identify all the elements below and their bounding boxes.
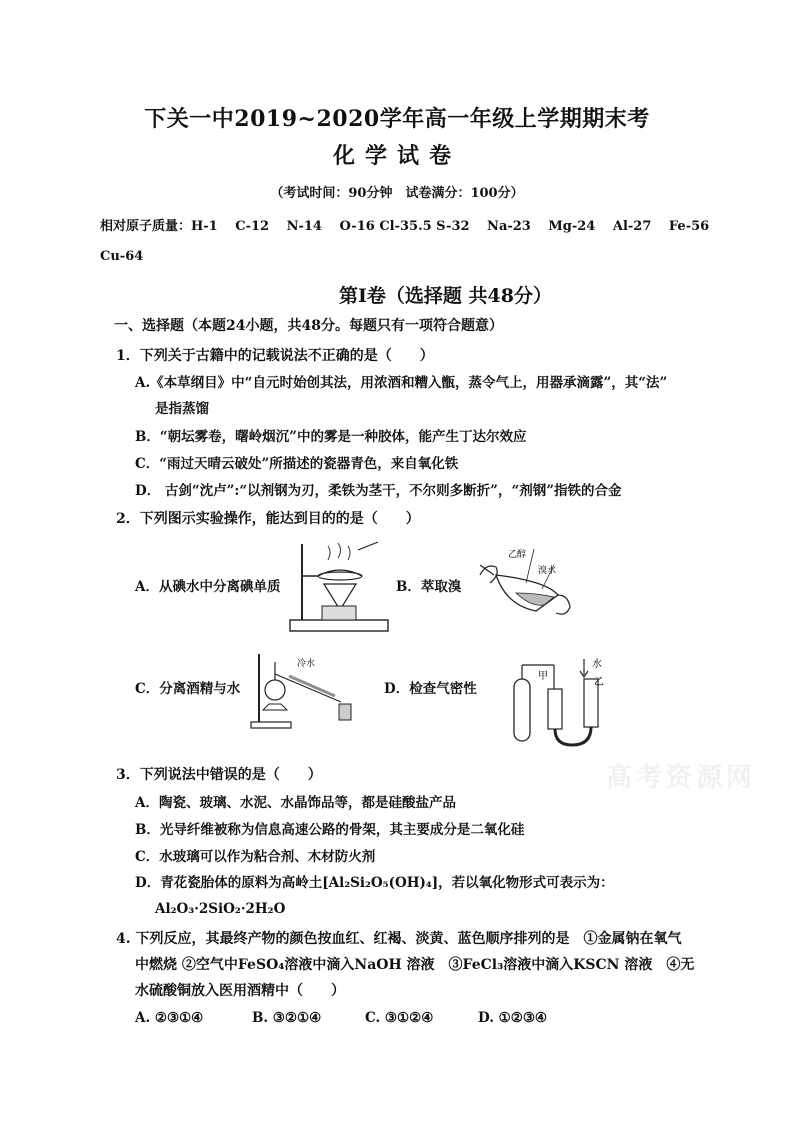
- q2-option-a: A．从碘水中分离碘单质: [135, 579, 281, 595]
- fig-b-label-ethanol: 乙醇: [508, 550, 527, 560]
- q4-stem-line1: 4. 下列反应，其最终产物的颜色按血红、红褐、淡黄、蓝色顺序排列的是 ①金属钠在氧气: [116, 931, 682, 947]
- q2-option-c: C．分离酒精与水: [135, 681, 241, 697]
- figure-c-apparatus: [245, 650, 357, 730]
- q3-stem: 3．下列说法中错误的是（ ）: [116, 767, 322, 783]
- q1-option-d: D． 古剑“沈卢”:“以剂钢为刃，柔铁为茎干，不尔则多断折”，“剂钢”指铁的合金: [135, 483, 622, 499]
- figure-d-apparatus: [508, 655, 608, 747]
- fig-c-label-water: 冷水: [297, 659, 316, 669]
- q1-option-b: B．“朝坛雾卷，曙岭烟沉”中的雾是一种胶体，能产生丁达尔效应: [135, 429, 527, 445]
- q1-stem: 1．下列关于古籍中的记载说法不正确的是（ ）: [116, 348, 434, 364]
- fig-d-label-jia: 甲: [538, 671, 548, 682]
- q2-option-d: D．检查气密性: [384, 681, 477, 697]
- q3-option-d: D．青花瓷胎体的原料为高岭土[Al₂Si₂O₅(OH)₄]，若以氧化物形式可表示为：: [135, 875, 614, 891]
- q2-option-b: B．萃取溴: [396, 579, 462, 595]
- figure-a-apparatus: [288, 540, 390, 634]
- q3-option-a: A．陶瓷、玻璃、水泥、水晶饰品等，都是硅酸盐产品: [135, 795, 456, 811]
- q4-option-d: D. ①②③④: [478, 1010, 548, 1026]
- section-instruction: 一、选择题（本题24小题，共48分。每题只有一项符合题意）: [114, 318, 503, 334]
- exam-subtitle: 化学试卷: [332, 143, 461, 169]
- q4-option-b: B. ③②①④: [252, 1010, 322, 1026]
- q4-option-a: A. ②③①④: [135, 1010, 204, 1026]
- fig-d-label-water: 水: [592, 659, 602, 670]
- q3-option-d-formula: Al₂O₃·2SiO₂·2H₂O: [155, 901, 286, 917]
- figure-b-apparatus: [476, 545, 576, 627]
- q2-stem: 2．下列图示实验操作，能达到目的的是（ ）: [116, 511, 420, 527]
- q4-stem-line2: 中燃烧 ②空气中FeSO₄溶液中滴入NaOH 溶液 ③FeCl₃溶液中滴入KSCN 溶液 ④无: [135, 957, 695, 973]
- q1-option-a-line2: 是指蒸馏: [155, 401, 209, 417]
- q1-option-c: C．“雨过天晴云破处”所描述的瓷器青色，来自氧化铁: [135, 456, 459, 472]
- atomic-masses-line2: Cu-64: [100, 249, 144, 264]
- fig-d-label-yi: 乙: [594, 677, 604, 688]
- exam-info: （考试时间：90分钟 试卷满分：100分）: [270, 186, 524, 201]
- q4-option-c: C. ③①②④: [365, 1010, 434, 1026]
- q4-stem-line3: 水硫酸铜放入医用酒精中（ ）: [135, 983, 345, 999]
- section-title: 第Ⅰ卷（选择题 共48分）: [339, 285, 552, 307]
- q3-option-b: B．光导纤维被称为信息高速公路的骨架，其主要成分是二氧化硅: [135, 822, 525, 838]
- q3-option-c: C．水玻璃可以作为粘合剂、木材防火剂: [135, 849, 376, 865]
- atomic-masses-line1: 相对原子质量：H-1 C-12 N-14 O-16 Cl-35.5 S-32 Na-23 Mg-24 Al-27 Fe-56: [100, 219, 710, 234]
- exam-title: 下关一中2019~2020学年高一年级上学期期末考: [144, 106, 650, 132]
- watermark: 高考资源网: [606, 763, 757, 793]
- fig-b-label-bromine: 溴水: [538, 566, 557, 576]
- q1-option-a-line1: A.《本草纲目》中“自元时始创其法，用浓酒和糟入甑，蒸令气上，用器承滴露”，其“法”: [135, 375, 668, 391]
